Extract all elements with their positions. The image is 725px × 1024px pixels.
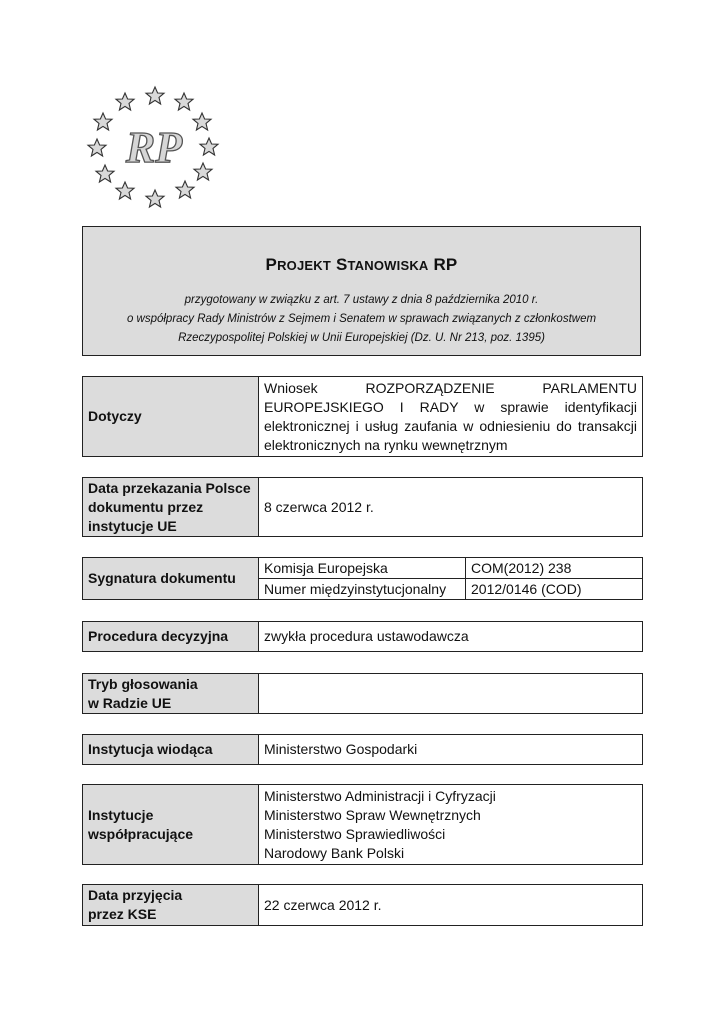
title-word: ROJEKT bbox=[277, 258, 332, 273]
rp-emblem-logo bbox=[78, 82, 228, 212]
sygnatura-name: Numer międzyinstytucjonalny bbox=[259, 579, 466, 600]
list-item: Ministerstwo Sprawiedliwości bbox=[264, 825, 446, 842]
title-cap: P bbox=[265, 255, 278, 274]
dotyczy-row bbox=[82, 376, 643, 457]
star-icon bbox=[193, 113, 211, 130]
tryb-row bbox=[82, 673, 643, 714]
star-icon bbox=[175, 93, 193, 110]
title-word: TANOWISKA bbox=[347, 258, 429, 273]
instytucja-wiodaca-label: Instytucja wiodąca bbox=[83, 735, 259, 765]
star-icon bbox=[116, 93, 134, 110]
dotyczy-line: Wniosek ROZPORZĄDZENIE PARLAMENTU bbox=[264, 379, 637, 396]
data-przekazania-value: 8 czerwca 2012 r. bbox=[259, 478, 643, 537]
title-cap: S bbox=[335, 255, 348, 274]
instytucja-wiodaca-value: Ministerstwo Gospodarki bbox=[259, 735, 643, 765]
header-box bbox=[82, 226, 641, 356]
star-icon bbox=[96, 165, 114, 182]
list-item: Ministerstwo Administracji i Cyfryzacji bbox=[264, 787, 496, 804]
dotyczy-value bbox=[259, 377, 643, 457]
procedura-row bbox=[82, 621, 643, 652]
tryb-label-line: w Radzie UE bbox=[88, 694, 172, 711]
tryb-label bbox=[83, 674, 259, 714]
subtitle-line: o współpracy Rady Ministrów z Sejmem i Senatem w sprawach związanych z członkostwem bbox=[126, 313, 597, 325]
instytucje-wspolpracujace-label bbox=[83, 785, 259, 865]
star-icon bbox=[88, 139, 106, 156]
star-icon bbox=[116, 182, 134, 199]
data-przyjecia-row bbox=[82, 884, 643, 926]
data-przekazania-row bbox=[82, 477, 643, 537]
star-icon bbox=[194, 163, 212, 180]
header-subtitle bbox=[83, 291, 640, 348]
page-title bbox=[83, 255, 640, 275]
subtitle-line: Rzeczypospolitej Polskiej w Unii Europejskiej (Dz. U. Nr 213, poz. 1395) bbox=[178, 332, 545, 344]
instytucje-label-line: współpracujące bbox=[88, 825, 194, 842]
data-przekazania-label: Data przekazania Polsce dokumentu przez instytucje UE bbox=[83, 478, 259, 537]
tryb-label-line: Tryb głosowania bbox=[88, 675, 198, 692]
sygnatura-label: Sygnatura dokumentu bbox=[83, 558, 259, 600]
tryb-value bbox=[259, 674, 643, 714]
data-przyjecia-label bbox=[83, 885, 259, 926]
dotyczy-line: elektronicznej i usług zaufania w odniesieniu do transakcji bbox=[264, 417, 637, 434]
procedura-label: Procedura decyzyjna bbox=[83, 622, 259, 652]
data-przyjecia-label-line: przez KSE bbox=[88, 906, 157, 922]
title-word: RP bbox=[433, 255, 458, 274]
star-icon bbox=[176, 181, 194, 198]
dotyczy-line: EUROPEJSKIEGO I RADY w sprawie identyfikacji bbox=[264, 398, 637, 415]
dotyczy-label: Dotyczy bbox=[83, 377, 259, 457]
star-icon bbox=[200, 138, 218, 155]
dotyczy-line: elektronicznych na rynku wewnętrznym bbox=[264, 436, 508, 453]
subtitle-line: przygotowany w związku z art. 7 ustawy z dnia 8 października 2010 r. bbox=[184, 294, 539, 306]
list-item: Narodowy Bank Polski bbox=[264, 844, 405, 861]
instytucja-wiodaca-row bbox=[82, 734, 643, 765]
procedura-value: zwykła procedura ustawodawcza bbox=[259, 622, 643, 652]
sygnatura-value: COM(2012) 238 bbox=[466, 558, 643, 579]
data-przyjecia-label-line: Data przyjęcia bbox=[88, 887, 183, 903]
sygnatura-name: Komisja Europejska bbox=[259, 558, 466, 579]
instytucje-label-line: Instytucje bbox=[88, 806, 154, 823]
star-icon bbox=[94, 113, 112, 130]
star-icon bbox=[146, 190, 164, 207]
star-icon bbox=[146, 87, 164, 104]
data-przyjecia-value: 22 czerwca 2012 r. bbox=[259, 885, 643, 926]
instytucje-wspolpracujace-value bbox=[259, 785, 643, 865]
sygnatura-row bbox=[82, 557, 643, 600]
list-item: Ministerstwo Spraw Wewnętrznych bbox=[264, 806, 481, 823]
instytucje-wspolpracujace-row bbox=[82, 784, 643, 865]
sygnatura-value: 2012/0146 (COD) bbox=[466, 579, 643, 600]
rp-monogram: RP bbox=[125, 123, 183, 172]
